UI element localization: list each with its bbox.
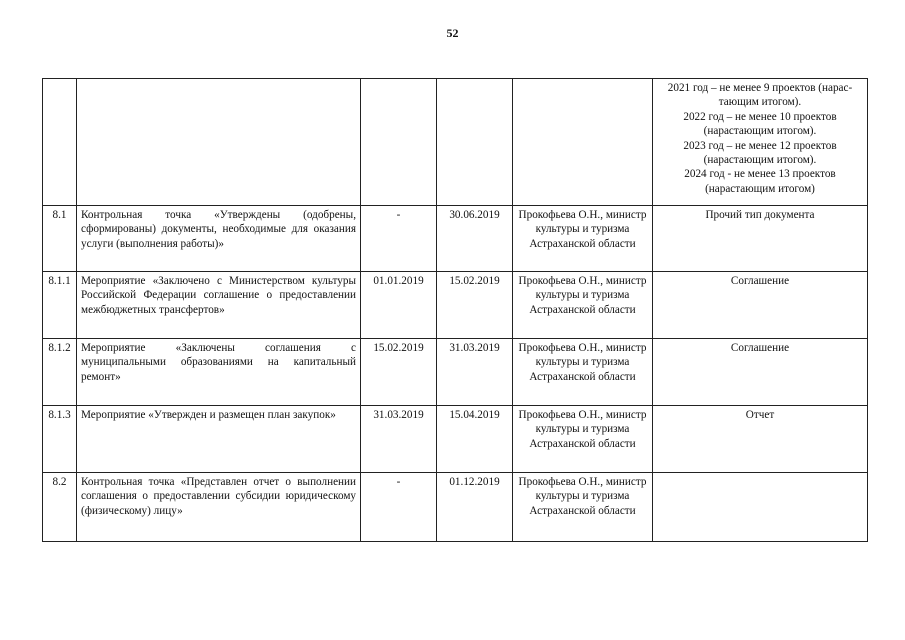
result-cell: Прочий тип документа — [653, 206, 868, 272]
end-date-cell: 15.04.2019 — [437, 406, 513, 473]
result-cell: Соглашение — [653, 272, 868, 339]
table-row — [43, 339, 868, 406]
end-date-cell: 01.12.2019 — [437, 473, 513, 542]
end-date-cell: 30.06.2019 — [437, 206, 513, 272]
table-row — [43, 473, 868, 542]
num-cell: 8.1.2 — [43, 339, 77, 406]
num-cell — [43, 79, 77, 206]
num-cell: 8.1 — [43, 206, 77, 272]
table-row — [43, 206, 868, 272]
responsible-cell — [513, 79, 653, 206]
plan-table — [42, 78, 868, 542]
table-row — [43, 79, 868, 206]
start-date-cell — [361, 79, 437, 206]
start-date-cell: - — [361, 473, 437, 542]
result-line: 2021 год – не менее 9 проектов (нарас- — [667, 82, 853, 94]
result-line: 2023 год – не менее 12 проектов — [683, 139, 837, 152]
description-cell: Мероприятие «Утвержден и размещен план закупок» — [77, 406, 361, 473]
description-cell: Мероприятие «Заключено с Министерством культуры Российской Федерации соглашение о предоставлении межбюджетных трансфертов» — [77, 272, 361, 339]
start-date-cell: 31.03.2019 — [361, 406, 437, 473]
result-cell: Соглашение — [653, 339, 868, 406]
responsible-cell: Прокофьева О.Н., министр культуры и туризма Астраханской области — [513, 206, 653, 272]
result-line: (нарастающим итогом) — [705, 182, 815, 195]
page-number: 52 — [446, 26, 459, 40]
end-date-cell: 31.03.2019 — [437, 339, 513, 406]
responsible-cell: Прокофьева О.Н., министр культуры и туризма Астраханской области — [513, 339, 653, 406]
num-cell: 8.2 — [43, 473, 77, 542]
result-cell — [653, 79, 868, 206]
description-cell: Контрольная точка «Утверждены (одобрены, сформированы) документы, необходимые для оказания услуги (выполнения работы)» — [77, 206, 361, 272]
responsible-cell: Прокофьева О.Н., министр культуры и туризма Астраханской области — [513, 272, 653, 339]
description-cell — [77, 79, 361, 206]
start-date-cell: 01.01.2019 — [361, 272, 437, 339]
result-cell — [653, 473, 868, 542]
description-cell: Контрольная точка «Представлен отчет о выполнении соглашения о предоставлении субсидии юридическому (физическому) лицу» — [77, 473, 361, 542]
result-line: (нарастающим итогом). — [703, 154, 817, 167]
start-date-cell: 15.02.2019 — [361, 339, 437, 406]
result-line: 2024 год - не менее 13 проектов — [684, 168, 836, 181]
end-date-cell: 15.02.2019 — [437, 272, 513, 339]
result-cell: Отчет — [653, 406, 868, 473]
result-line: (нарастающим итогом). — [703, 125, 817, 138]
responsible-cell: Прокофьева О.Н., министр культуры и туризма Астраханской области — [513, 406, 653, 473]
responsible-cell: Прокофьева О.Н., министр культуры и туризма Астраханской области — [513, 473, 653, 542]
result-line: 2022 год – не менее 10 проектов — [683, 110, 837, 123]
num-cell: 8.1.1 — [43, 272, 77, 339]
table-row — [43, 406, 868, 473]
table-row — [43, 272, 868, 339]
start-date-cell: - — [361, 206, 437, 272]
description-cell: Мероприятие «Заключены соглашения с муниципальными образованиями на капитальный ремонт» — [77, 339, 361, 406]
end-date-cell — [437, 79, 513, 206]
result-line: тающим итогом). — [718, 96, 802, 109]
num-cell: 8.1.3 — [43, 406, 77, 473]
